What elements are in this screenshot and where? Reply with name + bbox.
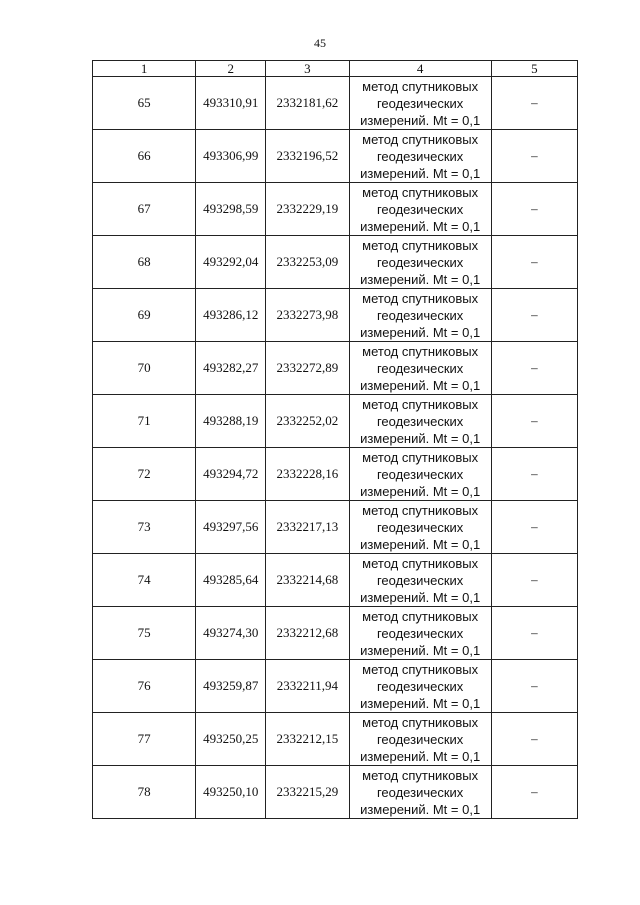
y-coordinate-cell: 2332273,98 xyxy=(266,289,349,342)
method-line-3: измерений. Mt = 0,1 xyxy=(360,218,481,234)
method-line-2: геодезических xyxy=(376,201,464,217)
method-line-3: измерений. Mt = 0,1 xyxy=(360,642,481,658)
method-line-2: геодезических xyxy=(376,466,464,482)
y-coordinate-cell: 2332272,89 xyxy=(266,342,349,395)
point-number-cell: 73 xyxy=(93,501,196,554)
table-row xyxy=(93,501,578,554)
x-coordinate-cell: 493250,25 xyxy=(196,713,266,766)
y-coordinate-cell: 2332212,68 xyxy=(266,607,349,660)
method-line-1: метод спутниковых xyxy=(362,608,479,624)
method-cell xyxy=(349,713,491,766)
method-line-2: геодезических xyxy=(376,148,464,164)
table-row xyxy=(93,713,578,766)
table-row xyxy=(93,130,578,183)
header-col-1: 1 xyxy=(93,61,196,77)
method-line-1: метод спутниковых xyxy=(362,555,479,571)
x-coordinate-cell: 493285,64 xyxy=(196,554,266,607)
note-cell: – xyxy=(491,766,577,819)
note-cell: – xyxy=(491,236,577,289)
point-number-cell: 72 xyxy=(93,448,196,501)
method-cell xyxy=(349,183,491,236)
y-coordinate-cell: 2332214,68 xyxy=(266,554,349,607)
table-row xyxy=(93,77,578,130)
header-row xyxy=(93,61,578,77)
method-line-2: геодезических xyxy=(376,678,464,694)
point-number-cell: 68 xyxy=(93,236,196,289)
table-row xyxy=(93,342,578,395)
note-cell: – xyxy=(491,660,577,713)
method-line-2: геодезических xyxy=(376,519,464,535)
point-number-cell: 75 xyxy=(93,607,196,660)
note-cell: – xyxy=(491,130,577,183)
method-line-2: геодезических xyxy=(376,731,464,747)
point-number-cell: 66 xyxy=(93,130,196,183)
coordinates-table xyxy=(92,60,578,819)
header-col-4: 4 xyxy=(349,61,491,77)
table-row xyxy=(93,554,578,607)
x-coordinate-cell: 493286,12 xyxy=(196,289,266,342)
point-number-cell: 74 xyxy=(93,554,196,607)
method-line-1: метод спутниковых xyxy=(362,502,479,518)
method-line-3: измерений. Mt = 0,1 xyxy=(360,430,481,446)
note-cell: – xyxy=(491,501,577,554)
method-line-3: измерений. Mt = 0,1 xyxy=(360,165,481,181)
method-line-2: геодезических xyxy=(376,625,464,641)
point-number-cell: 71 xyxy=(93,395,196,448)
method-line-2: геодезических xyxy=(376,784,464,800)
method-line-1: метод спутниковых xyxy=(362,131,479,147)
point-number-cell: 76 xyxy=(93,660,196,713)
header-col-3: 3 xyxy=(266,61,349,77)
method-line-2: геодезических xyxy=(376,360,464,376)
method-cell xyxy=(349,501,491,554)
x-coordinate-cell: 493274,30 xyxy=(196,607,266,660)
method-cell xyxy=(349,289,491,342)
point-number-cell: 69 xyxy=(93,289,196,342)
x-coordinate-cell: 493297,56 xyxy=(196,501,266,554)
note-cell: – xyxy=(491,77,577,130)
point-number-cell: 78 xyxy=(93,766,196,819)
method-cell xyxy=(349,342,491,395)
y-coordinate-cell: 2332229,19 xyxy=(266,183,349,236)
method-cell xyxy=(349,130,491,183)
x-coordinate-cell: 493292,04 xyxy=(196,236,266,289)
x-coordinate-cell: 493250,10 xyxy=(196,766,266,819)
y-coordinate-cell: 2332212,15 xyxy=(266,713,349,766)
method-line-1: метод спутниковых xyxy=(362,184,479,200)
method-cell xyxy=(349,395,491,448)
note-cell: – xyxy=(491,342,577,395)
method-line-2: геодезических xyxy=(376,254,464,270)
x-coordinate-cell: 493288,19 xyxy=(196,395,266,448)
method-line-1: метод спутниковых xyxy=(362,290,479,306)
method-line-1: метод спутниковых xyxy=(362,661,479,677)
table-row xyxy=(93,236,578,289)
point-number-cell: 70 xyxy=(93,342,196,395)
method-cell xyxy=(349,554,491,607)
method-line-1: метод спутниковых xyxy=(362,343,479,359)
note-cell: – xyxy=(491,395,577,448)
method-cell xyxy=(349,660,491,713)
note-cell: – xyxy=(491,554,577,607)
table-row xyxy=(93,607,578,660)
point-number-cell: 65 xyxy=(93,77,196,130)
method-line-3: измерений. Mt = 0,1 xyxy=(360,589,481,605)
method-line-3: измерений. Mt = 0,1 xyxy=(360,324,481,340)
point-number-cell: 67 xyxy=(93,183,196,236)
table-row xyxy=(93,448,578,501)
page-number: 45 xyxy=(314,36,326,50)
method-line-3: измерений. Mt = 0,1 xyxy=(360,695,481,711)
y-coordinate-cell: 2332217,13 xyxy=(266,501,349,554)
method-line-2: геодезических xyxy=(376,95,464,111)
method-line-3: измерений. Mt = 0,1 xyxy=(360,483,481,499)
method-cell xyxy=(349,236,491,289)
x-coordinate-cell: 493310,91 xyxy=(196,77,266,130)
table-row xyxy=(93,395,578,448)
method-line-1: метод спутниковых xyxy=(362,767,479,783)
x-coordinate-cell: 493259,87 xyxy=(196,660,266,713)
method-cell xyxy=(349,607,491,660)
method-line-3: измерений. Mt = 0,1 xyxy=(360,801,481,817)
method-line-3: измерений. Mt = 0,1 xyxy=(360,377,481,393)
method-line-3: измерений. Mt = 0,1 xyxy=(360,112,481,128)
method-line-3: измерений. Mt = 0,1 xyxy=(360,271,481,287)
header-col-5: 5 xyxy=(491,61,577,77)
y-coordinate-cell: 2332252,02 xyxy=(266,395,349,448)
note-cell: – xyxy=(491,607,577,660)
y-coordinate-cell: 2332196,52 xyxy=(266,130,349,183)
x-coordinate-cell: 493282,27 xyxy=(196,342,266,395)
method-line-2: геодезических xyxy=(376,307,464,323)
y-coordinate-cell: 2332215,29 xyxy=(266,766,349,819)
table-row xyxy=(93,660,578,713)
method-line-3: измерений. Mt = 0,1 xyxy=(360,748,481,764)
y-coordinate-cell: 2332181,62 xyxy=(266,77,349,130)
note-cell: – xyxy=(491,183,577,236)
method-cell xyxy=(349,448,491,501)
method-line-2: геодезических xyxy=(376,413,464,429)
method-cell xyxy=(349,766,491,819)
y-coordinate-cell: 2332211,94 xyxy=(266,660,349,713)
y-coordinate-cell: 2332228,16 xyxy=(266,448,349,501)
note-cell: – xyxy=(491,289,577,342)
method-line-3: измерений. Mt = 0,1 xyxy=(360,536,481,552)
x-coordinate-cell: 493294,72 xyxy=(196,448,266,501)
method-line-2: геодезических xyxy=(376,572,464,588)
header-col-2: 2 xyxy=(196,61,266,77)
y-coordinate-cell: 2332253,09 xyxy=(266,236,349,289)
method-line-1: метод спутниковых xyxy=(362,396,479,412)
method-cell xyxy=(349,77,491,130)
method-line-1: метод спутниковых xyxy=(362,237,479,253)
method-line-1: метод спутниковых xyxy=(362,714,479,730)
method-line-1: метод спутниковых xyxy=(362,78,479,94)
table-body xyxy=(93,77,578,819)
point-number-cell: 77 xyxy=(93,713,196,766)
table-row xyxy=(93,183,578,236)
method-line-1: метод спутниковых xyxy=(362,449,479,465)
x-coordinate-cell: 493306,99 xyxy=(196,130,266,183)
table-row xyxy=(93,766,578,819)
note-cell: – xyxy=(491,448,577,501)
x-coordinate-cell: 493298,59 xyxy=(196,183,266,236)
note-cell: – xyxy=(491,713,577,766)
table-row xyxy=(93,289,578,342)
